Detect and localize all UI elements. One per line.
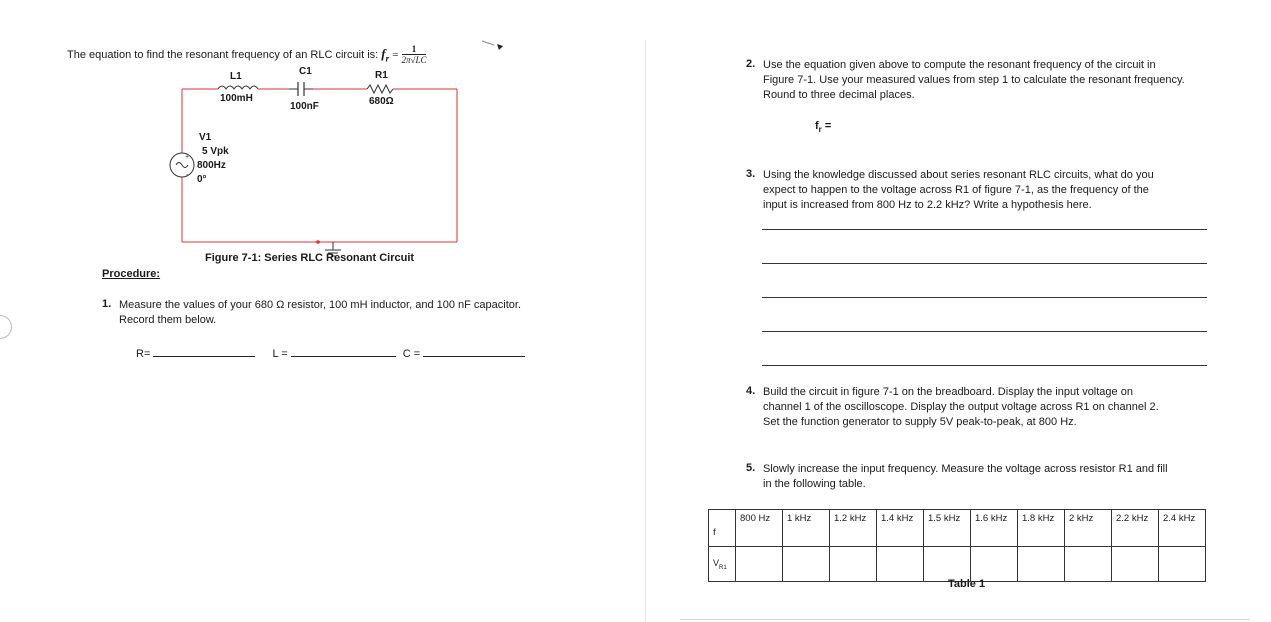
v1-phase: 0°: [197, 174, 207, 185]
step1-number: 1.: [102, 298, 112, 310]
resistor-symbol: [367, 85, 393, 93]
vr1-sub: R1: [719, 564, 727, 571]
equation-text: The equation to find the resonant frequency of an RLC circuit is:: [67, 48, 379, 61]
hypothesis-line-3[interactable]: [762, 297, 1207, 298]
step1-text: [119, 298, 521, 328]
step5-line1: Slowly increase the input frequency. Measure the voltage across resistor R1 and fill: [763, 463, 1168, 475]
freq-cell: 1.4 kHz: [877, 510, 924, 547]
row-label-f: f: [709, 510, 736, 547]
voltage-input-cell[interactable]: [783, 547, 830, 582]
freq-cell: 2.2 kHz: [1112, 510, 1159, 547]
step2-line3: Round to three decimal places.: [763, 89, 915, 101]
step1-line2: Record them below.: [119, 314, 217, 326]
voltage-input-cell[interactable]: [1018, 547, 1065, 582]
fr-main: f: [815, 120, 819, 132]
c-blank-field[interactable]: [423, 346, 525, 357]
freq-cell: 1.2 kHz: [830, 510, 877, 547]
step4-line3: Set the function generator to supply 5V peak-to-peak, at 800 Hz.: [763, 416, 1077, 428]
step4-line1: Build the circuit in figure 7-1 on the breadboard. Display the input voltage on: [763, 386, 1133, 398]
freq-cell: 2.4 kHz: [1159, 510, 1206, 547]
equation-lhs-main: f: [381, 45, 386, 61]
step2-number: 2.: [746, 58, 756, 70]
vr1-main: V: [713, 557, 720, 568]
l-blank-field[interactable]: [291, 346, 396, 357]
step3-text: [763, 168, 1154, 213]
voltage-input-cell[interactable]: [924, 547, 971, 582]
step2-line2: Figure 7-1. Use your measured values from step 1 to calculate the resonant frequency.: [763, 74, 1185, 86]
measurement-table: [708, 509, 1206, 582]
fr-label: [815, 120, 831, 134]
fr-sub: r: [818, 125, 822, 135]
r1-value: 680Ω: [369, 96, 394, 107]
ac-source-symbol: [170, 153, 194, 179]
step4-text: [763, 385, 1159, 430]
voltage-input-cell[interactable]: [736, 547, 783, 582]
freq-cell: 2 kHz: [1065, 510, 1112, 547]
step3-number: 3.: [746, 168, 756, 180]
freq-cell: 1.8 kHz: [1018, 510, 1065, 547]
v1-amplitude: 5 Vpk: [202, 146, 229, 157]
cursor-mark-icon: [480, 38, 510, 54]
voltage-input-cell[interactable]: [1065, 547, 1112, 582]
c1-name: C1: [299, 66, 312, 77]
step4-line2: channel 1 of the oscilloscope. Display the output voltage across R1 on channel 2.: [763, 401, 1159, 413]
step2-line1: Use the equation given above to compute the resonant frequency of the circuit in: [763, 59, 1156, 71]
r-blank-field[interactable]: [153, 346, 255, 357]
svg-text:-: -: [186, 172, 189, 179]
c1-value: 100nF: [290, 101, 319, 112]
hypothesis-line-2[interactable]: [762, 263, 1207, 264]
step5-line2: in the following table.: [763, 478, 866, 490]
page-bottom-line: [680, 619, 1250, 620]
measure-fields: [136, 346, 525, 362]
l1-value: 100mH: [220, 93, 253, 104]
page-divider: [645, 40, 646, 622]
step2-text: [763, 58, 1185, 103]
freq-cell: 1.5 kHz: [924, 510, 971, 547]
svg-text:+: +: [185, 154, 190, 161]
v1-frequency: 800Hz: [197, 160, 226, 171]
voltage-input-cell[interactable]: [971, 547, 1018, 582]
equation-denominator: 2π√LC: [401, 55, 427, 65]
freq-cell: 800 Hz: [736, 510, 783, 547]
hypothesis-line-1[interactable]: [762, 229, 1207, 230]
l1-name: L1: [230, 71, 242, 82]
hypothesis-line-4[interactable]: [762, 331, 1207, 332]
step1-line1: Measure the values of your 680 Ω resistor, 100 mH inductor, and 100 nF capacitor.: [119, 299, 521, 311]
step3-line1: Using the knowledge discussed about series resonant RLC circuits, what do you: [763, 169, 1154, 181]
inductor-symbol: [218, 86, 258, 89]
equation-equals: =: [392, 48, 399, 61]
freq-cell: 1.6 kHz: [971, 510, 1018, 547]
c-label: C =: [402, 348, 421, 360]
step5-text: [763, 462, 1168, 492]
capacitor-symbol: [289, 82, 313, 96]
voltage-input-cell[interactable]: [1159, 547, 1206, 582]
equation-numerator: 1: [402, 45, 427, 55]
figure-caption: Figure 7-1: Series RLC Resonant Circuit: [205, 252, 415, 264]
r1-name: R1: [375, 70, 388, 81]
table-caption: Table 1: [948, 578, 986, 590]
v1-name: V1: [199, 132, 212, 143]
l-label: L =: [272, 348, 288, 360]
step4-number: 4.: [746, 385, 756, 397]
fr-eq: =: [821, 120, 832, 132]
procedure-heading: Procedure:: [102, 268, 161, 280]
page-edge-handle[interactable]: [0, 315, 12, 339]
voltage-input-cell[interactable]: [877, 547, 924, 582]
freq-cell: 1 kHz: [783, 510, 830, 547]
equation-lhs-sub: r: [385, 53, 390, 64]
step3-line3: input is increased from 800 Hz to 2.2 kHz? Write a hypothesis here.: [763, 199, 1092, 211]
voltage-input-cell[interactable]: [830, 547, 877, 582]
row-label-vr1: [709, 547, 736, 582]
voltage-row: [709, 547, 1206, 582]
step5-number: 5.: [746, 462, 756, 474]
hypothesis-line-5[interactable]: [762, 365, 1207, 366]
voltage-input-cell[interactable]: [1112, 547, 1159, 582]
step3-line2: expect to happen to the voltage across R1 of figure 7-1, as the frequency of the: [763, 184, 1149, 196]
frequency-row: [709, 510, 1206, 547]
r-label: R=: [136, 348, 151, 360]
equation-lhs: [381, 45, 390, 64]
